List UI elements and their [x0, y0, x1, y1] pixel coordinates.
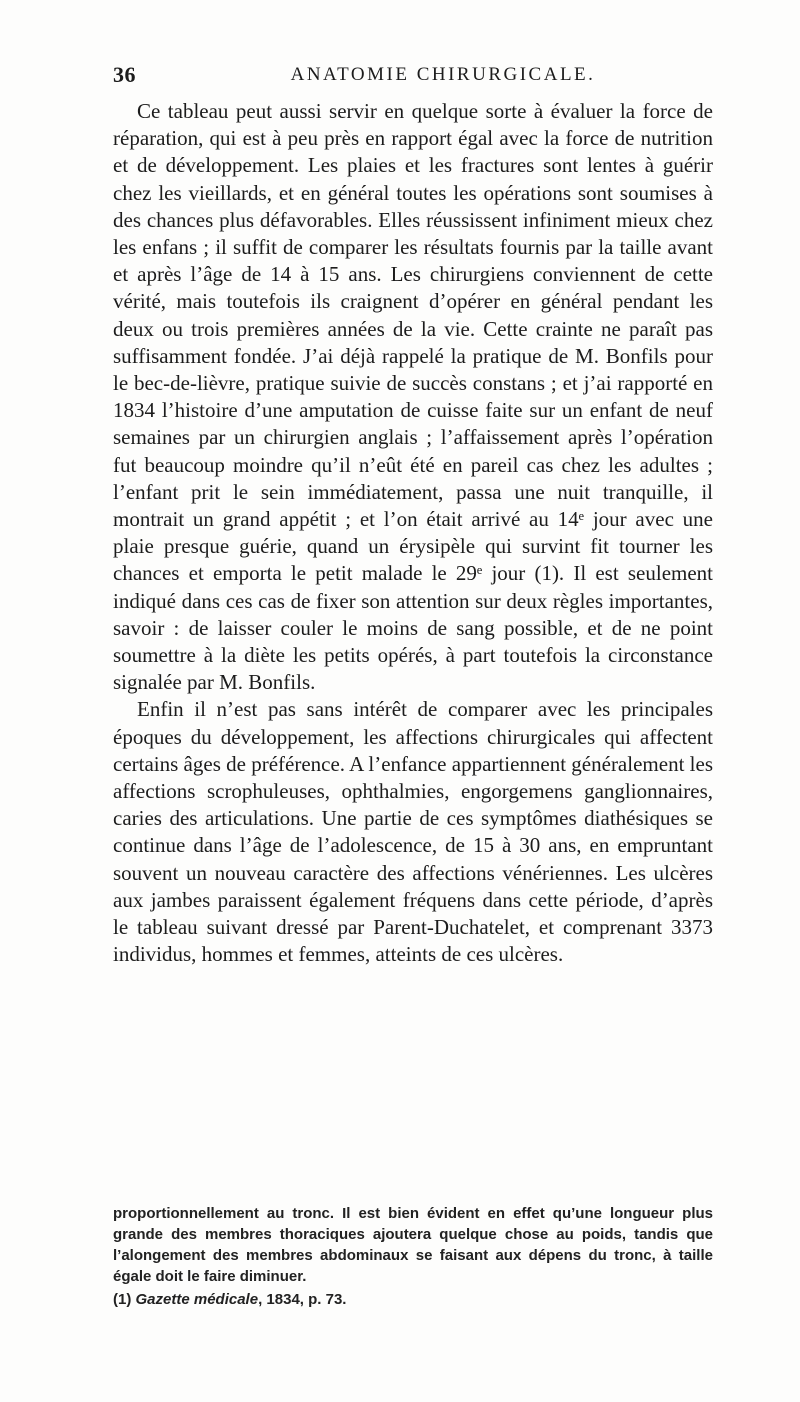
footnotes	[113, 1203, 713, 1310]
running-title: ANATOMIE CHIRURGICALE.	[290, 64, 596, 85]
footnote-continuation: proportionnellement au tronc. Il est bien évident en effet qu’une longueur plus grande des membres thoraciques ajoutera quelque chose au poids, tandis que l’alongement des membres abdominaux se faisant aux dépens du tronc, à taille égale doit le faire diminuer.	[113, 1205, 713, 1285]
footnote-1	[113, 1289, 713, 1310]
page-number: 36	[113, 62, 136, 87]
footnote-1-rest: , 1834, p. 73.	[258, 1291, 347, 1308]
running-head	[113, 62, 713, 92]
paragraph-2: Enfin il n’est pas sans intérêt de comparer avec les principales époques du développement, les affections chirurgicales qui affectent certains âges de préférence. A l’enfance appartiennent généralement les affections scrophuleuses, ophthalmies, engorgemens ganglionnaires, caries des articulations. Une partie de ces symptômes diathésiques se continue dans l’âge de l’adolescence, de 15 à 30 ans, en empruntant souvent un nouveau caractère des affections vénériennes. Les ulcères aux jambes paraissent également fréquens dans cette période, d’après le tableau suivant dressé par Parent-Duchatelet, et comprenant 3373 individus, hommes et femmes, atteints de ces ulcères.	[113, 697, 713, 967]
footnote-1-marker: (1)	[113, 1291, 132, 1308]
paragraph-1: Ce tableau peut aussi servir en quelque sorte à évaluer la force de réparation, qui est à peu près en rapport égal avec la force de nutrition et de développement. Les plaies et les fractures sont lentes à guérir chez les vieillards, et en général toutes les opérations sont soumises à des chances plus défavorables. Elles réussissent infiniment mieux chez les enfans ; il suffit de comparer les résultats fournis par la taille avant et après l’âge de 14 à 15 ans. Les chirurgiens conviennent de cette vérité, mais toutefois ils craignent d’opérer en général pendant les deux ou trois premières années de la vie. Cette crainte ne paraît pas suffisamment fondée. J’ai déjà rappelé la pratique de M. Bonfils pour le bec-de-lièvre, pratique suivie de succès constans ; et j’ai rapporté en 1834 l’histoire d’une amputation de cuisse faite sur un enfant de neuf semaines par un chirurgien anglais ; l’affaissement après l’opération fut beaucoup moindre qu’il n’eût été en pareil cas chez les adultes ; l’enfant prit le sein immédiatement, passa une nuit tranquille, il montrait un grand appétit ; et l’on était arrivé au 14ᵉ jour avec une plaie presque guérie, quand un érysipèle qui survint fit tourner les chances et emporta le petit malade le 29ᵉ jour (1). Il est seulement indiqué dans ces cas de fixer son attention sur deux règles importantes, savoir : de laisser couler le moins de sang possible, et de ne point soumettre à la diète les petits opérés, à part toutefois la circonstance signalée par M. Bonfils.	[113, 99, 713, 695]
body-text	[113, 98, 713, 969]
footnote-1-source: Gazette médicale	[135, 1291, 259, 1308]
